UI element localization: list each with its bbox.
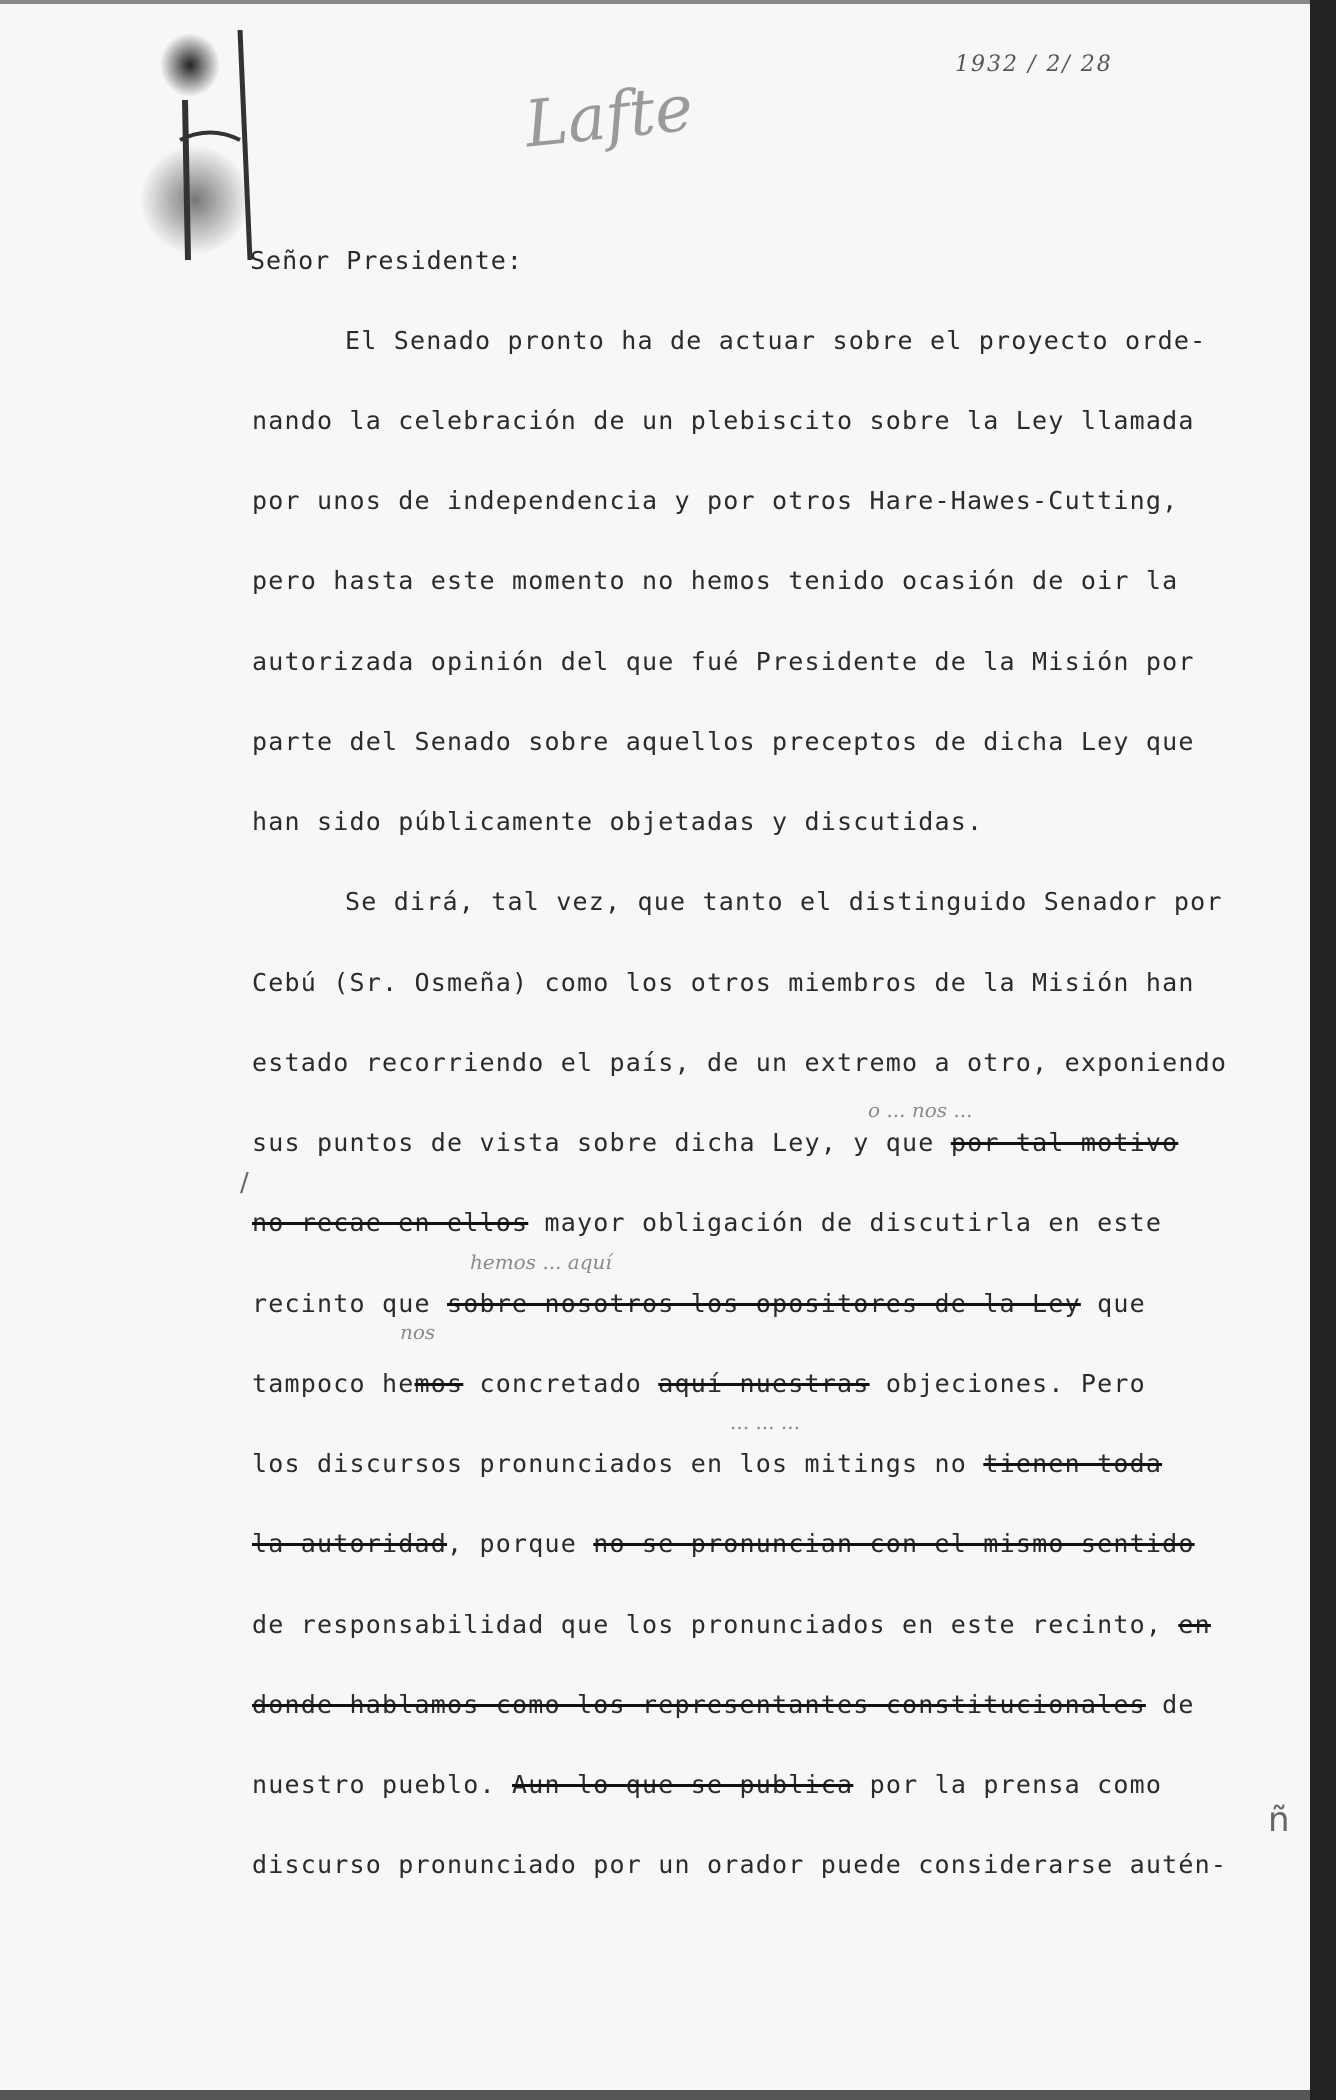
body-line-17	[252, 1610, 1211, 1639]
line-15-text: los discursos pronunciados en los mitings no	[252, 1449, 984, 1478]
line-16-strike-a: la autoridad	[252, 1529, 448, 1558]
body-line-20: discurso pronunciado por un orador puede considerarse autén-	[252, 1850, 1228, 1879]
body-line-6: parte del Senado sobre aquellos preceptos de dicha Ley que	[252, 727, 1195, 756]
draft-marking: Lafte	[521, 71, 697, 163]
body-line-18	[252, 1690, 1195, 1719]
line-11-text: sus puntos de vista sobre dicha Ley, y que	[252, 1128, 951, 1157]
body-line-2: nando la celebración de un plebiscito sobre la Ley llamada	[252, 406, 1195, 435]
body-line-13	[252, 1289, 1146, 1318]
body-line-4: pero hasta este momento no hemos tenido ocasión de oir la	[252, 566, 1179, 595]
body-line-19	[252, 1770, 1162, 1799]
line-19-strike: Aun lo que se publica	[512, 1770, 854, 1799]
scan-border-bottom	[0, 2090, 1310, 2100]
body-line-5: autorizada opinión del que fué Presidente de la Misión por	[252, 647, 1195, 676]
binding-stain-icon	[140, 30, 260, 260]
archive-number-note: 1932 / 2/ 28	[955, 52, 1113, 77]
line-13-strike: sobre nosotros los opositores de la Ley	[447, 1289, 1081, 1318]
body-line-1: El Senado pronto ha de actuar sobre el proyecto orde-	[345, 326, 1207, 355]
body-line-11	[252, 1128, 1178, 1157]
line-14-text-b: concretado	[463, 1369, 659, 1398]
line-15-strike: tienen toda	[983, 1449, 1163, 1478]
line-11-strike: por tal motivo	[950, 1128, 1179, 1157]
body-line-9: Cebú (Sr. Osmeña) como los otros miembros de la Misión han	[252, 968, 1195, 997]
line-19-text-a: nuestro pueblo.	[252, 1770, 513, 1799]
line-12-text: mayor obligación de discutirla en este	[528, 1208, 1163, 1237]
interlinear-note: o ... nos ...	[868, 1098, 973, 1122]
line-12-strike: no recae en ellos	[252, 1208, 529, 1237]
body-line-8: Se dirá, tal vez, que tanto el distinguido Senador por	[345, 887, 1223, 916]
line-18-strike: donde hablamos como los representantes constitucionales	[252, 1690, 1146, 1719]
body-line-16	[252, 1529, 1195, 1558]
line-14-strike-a: mos	[414, 1369, 464, 1398]
line-18-text: de	[1145, 1690, 1195, 1719]
salutation: Señor Presidente:	[250, 246, 523, 275]
line-19-text-b: por la prensa como	[853, 1770, 1163, 1799]
line-14-text-c: objeciones. Pero	[869, 1369, 1146, 1398]
body-line-15	[252, 1449, 1162, 1478]
interlinear-note-3: nos	[400, 1320, 436, 1344]
body-line-12	[252, 1208, 1162, 1237]
body-line-3: por unos de independencia y por otros Hare-Hawes-Cutting,	[252, 486, 1179, 515]
body-line-10: estado recorriendo el país, de un extremo a otro, exponiendo	[252, 1048, 1228, 1077]
margin-mark-right: ñ	[1268, 1800, 1290, 1840]
line-13-text-a: recinto que	[252, 1289, 448, 1318]
body-line-7: han sido públicamente objetadas y discutidas.	[252, 807, 984, 836]
line-17-strike: en	[1178, 1610, 1211, 1639]
margin-mark-left: /	[240, 1168, 249, 1198]
line-14-text-a: tampoco he	[252, 1369, 415, 1398]
interlinear-note-4: ... ... ...	[730, 1410, 800, 1434]
line-14-strike-b: aquí nuestras	[658, 1369, 870, 1398]
line-16-strike-b: no se pronuncian con el mismo sentido	[593, 1529, 1195, 1558]
scan-border-top	[0, 0, 1336, 4]
line-13-text-b: que	[1080, 1289, 1146, 1318]
interlinear-note-2: hemos ... aquí	[470, 1250, 612, 1274]
line-16-text: , porque	[447, 1529, 594, 1558]
line-17-text: de responsabilidad que los pronunciados en este recinto,	[252, 1610, 1179, 1639]
scan-border-right	[1310, 0, 1336, 2100]
body-line-14	[252, 1369, 1146, 1398]
